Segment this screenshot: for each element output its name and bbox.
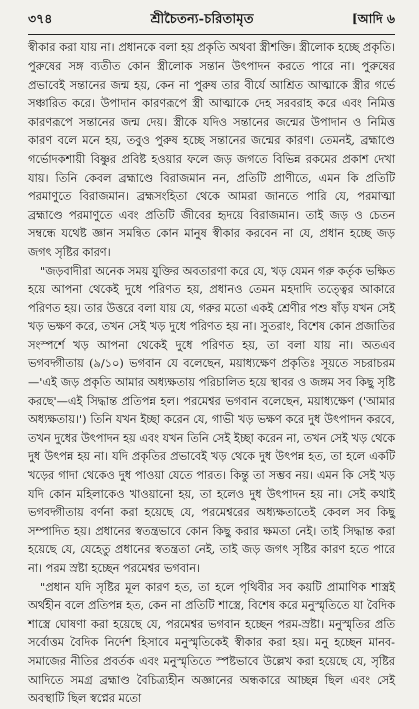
page-body bbox=[28, 39, 395, 708]
section-label: [আদি ৬ bbox=[351, 11, 395, 26]
paragraph: স্বীকার করা যায় না। প্রধানকে বলা হয় প্রকৃতি অথবা স্ত্রীশক্তি। স্ত্রীলোক হচ্ছে প্রকৃতি। পুরুষের সঙ্গ ব্যতীত কোন স্ত্রীলোক সন্তান উৎপাদন করতে পারে না। পুরুষের প্রভাবেই সন্তানের জন্ম হয়, কেন না পুরুষ তার বীর্যে আশ্রিত আত্মাকে স্ত্রীর গর্ভে সঞ্চারিত করে। উপাদান কারণরূপে স্ত্রী আত্মাকে দেহ সরবরাহ করে এবং নিমিত্ত কারণরূপে সন্তানের জন্ম দেয়। স্ত্রীকে যদিও সন্তানের জন্মের উপাদান ও নিমিত্ত কারণ বলে মনে হয়, তবুও পুরুষ হচ্ছে সন্তানের জন্মের কারণ। তেমনই, ব্রহ্মাণ্ডে গর্ভোদকশায়ী বিষ্ণুর প্রবিষ্ট হওয়ার ফলে জড় জগতে বিভিন্ন রকমের প্রকাশ দেখা যায়। তিনি কেবল ব্রহ্মাণ্ডে বিরাজমান নন, প্রতিটি প্রাণীতে, এমন কি প্রতিটি পরমাণুতে বিরাজমান। ব্রহ্মসংহিতা থেকে আমরা জানতে পারি যে, পরমাত্মা ব্রহ্মাণ্ডে পরমাণুতে এবং প্রতিটি জীবের হৃদয়ে বিরাজমান। তাই জড় ও চেতন সম্বন্ধে যথেষ্ট জ্ঞান সমন্বিত কোন মানুষ স্বীকার করবেন না যে, প্রধান হচ্ছে জড় জগৎ সৃষ্টির কারণ। bbox=[28, 41, 395, 259]
paragraph: "জড়বাদীরা অনেক সময় যুক্তির অবতারণা করে যে, খড় যেমন গরু কর্তৃক ভক্ষিত হয়ে আপনা থেকেই দুধে পরিণত হয়, প্রধানও তেমন মহদাদি তত্ত্বের আকারে পরিণত হয়। তার উত্তরে বলা যায় যে, গরুর মতো একই শ্রেণীর পশু ষাঁড় যখন সেই খড় ভক্ষণ করে, তখন সেই খড় দুধে পরিণত হয় না। সুতরাং, বিশেষ কোন প্রজাতির সংস্পর্শে খড় আপনা থেকেই দুধে পরিণত হয়, তা বলা যায় না। অতএব ভগবদ্গীতায় (৯/১০) ভগবান যে বলেছেন, ময়াধ্যক্ষেণ প্রকৃতিঃ সূয়তে সচরাচরম—'এই জড় প্রকৃতি আমার অধ্যক্ষতায় পরিচালিত হয়ে স্থাবর ও জঙ্গম সব কিছু সৃষ্টি করছে'—এই সিদ্ধান্ত প্রতিপন্ন হল। পরমেশ্বর ভগবান বলেছেন, ময়াধ্যক্ষেণ ('আমার অধ্যক্ষতায়।') তিনি যখন ইচ্ছা করেন যে, গাভী খড় ভক্ষণ করে দুধ উৎপাদন করবে, তখন দুধের উৎপাদন হয় এবং যখন তিনি সেই ইচ্ছা করেন না, তখন সেই খড় থেকে দুধ উৎপন্ন হয় না। যদি প্রকৃতির প্রভাবেই খড় থেকে দুধ উৎপন্ন হত, তা হলে একটি খড়ের গাদা থেকেও দুধ পাওয়া যেতে পারত। কিন্তু তা সম্ভব নয়। এমন কি সেই খড় যদি কোন মহিলাকেও খাওয়ানো হয়, তা হলেও দুধ উৎপাদন হয় না। সেই কথাই ভগবদ্গীতায় বর্ণনা করা হয়েছে যে, পরমেশ্বরের অধ্যক্ষতাতেই কেবল সব কিছু সম্পাদিত হয়। প্রধানের স্বতন্ত্রভাবে কোন কিছু করার ক্ষমতা নেই। তাই সিদ্ধান্ত করা হয়েছে যে, যেহেতু প্রধানের স্বতন্ত্রতা নেই, তাই জড় জগৎ সৃষ্টির কারণ হতে পারে না। পরম স্রষ্টা হচ্ছেন পরমেশ্বর ভগবান। bbox=[28, 264, 395, 576]
header-rule bbox=[28, 34, 395, 35]
running-title: শ্রীচৈতন্য-চরিতামৃত bbox=[150, 12, 254, 27]
paragraph: "প্রধান যদি সৃষ্টির মূল কারণ হত, তা হলে পৃথিবীর সব কয়টি প্রামাণিক শাস্ত্রই অর্থহীন বলে প্রতিপন্ন হত, কেন না প্রতিটি শাস্ত্রে, বিশেষ করে মনুস্মৃতিতে যা বৈদিক শাস্ত্রে ঘোষণা করা হয়েছে যে, পরমেশ্বর ভগবান হচ্ছেন পরম-স্রষ্টা। মনুস্মৃতির প্রতি সর্বোত্তম বৈদিক নির্দেশ হিসাবে মনুস্মৃতিকেই স্বীকার করা হয়। মনু হচ্ছেন মানব-সমাজের নীতির প্রবর্তক এবং মনুস্মৃতিতে স্পষ্টভাবে উল্লেখ করা হয়েছে যে, সৃষ্টির আদিতে সমগ্র ব্রহ্মাণ্ড বৈচিত্র্যহীন অজ্ঞানের অন্ধকারে আচ্ছন্ন ছিল এবং সেই অবস্থাটি ছিল স্বপ্নের মতো bbox=[28, 580, 395, 706]
page-number: ৩৭৪ bbox=[28, 11, 53, 26]
page-header bbox=[28, 10, 395, 31]
